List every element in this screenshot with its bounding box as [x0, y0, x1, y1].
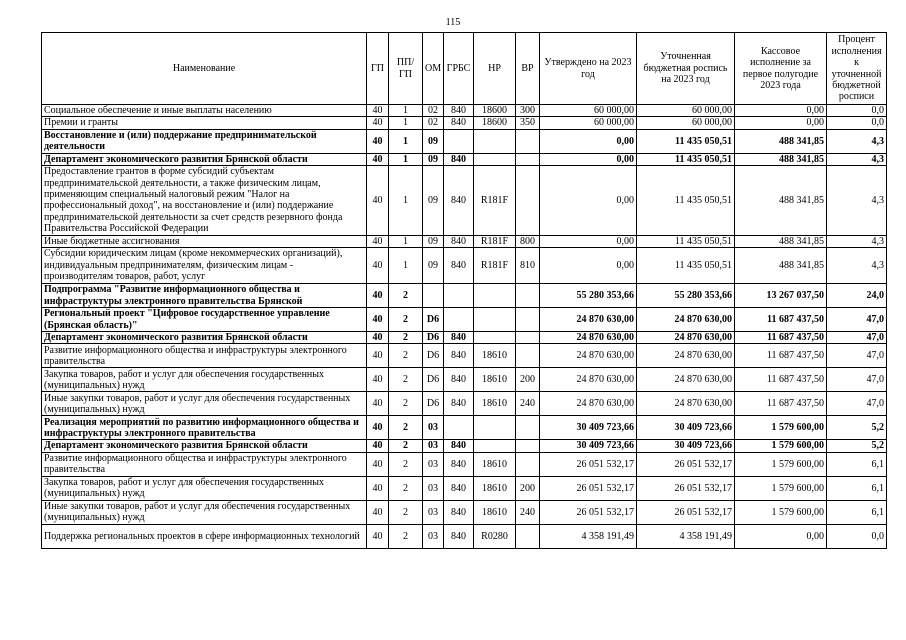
cell-cash-execution: 11 687 437,50: [735, 308, 827, 332]
table-row: [42, 332, 887, 344]
cell-approved: 0,00: [540, 235, 637, 247]
cell-percent: 4,3: [827, 166, 887, 235]
cell-revised: 11 435 050,51: [637, 129, 735, 153]
cell-cash-execution: 488 341,85: [735, 153, 827, 165]
cell-grbs: 840: [444, 392, 474, 416]
table-row: [42, 308, 887, 332]
cell-vr: [516, 416, 540, 440]
cell-cash-execution: 1 579 600,00: [735, 440, 827, 452]
cell-percent: 5,2: [827, 440, 887, 452]
cell-om: 03: [423, 416, 444, 440]
cell-percent: 4,3: [827, 235, 887, 247]
cell-revised: 11 435 050,51: [637, 166, 735, 235]
cell-gp: 40: [367, 235, 389, 247]
page-number: 115: [445, 17, 461, 28]
cell-om: [423, 284, 444, 308]
cell-vr: 800: [516, 235, 540, 247]
cell-name: Развитие информационного общества и инфраструктуры электронного правительства: [42, 452, 367, 476]
cell-percent: 5,2: [827, 416, 887, 440]
cell-cash-execution: 11 687 437,50: [735, 368, 827, 392]
cell-cash-execution: 1 579 600,00: [735, 416, 827, 440]
cell-ppgp: 2: [389, 284, 423, 308]
table-row: [42, 416, 887, 440]
cell-revised: 4 358 191,49: [637, 524, 735, 548]
cell-percent: 47,0: [827, 368, 887, 392]
cell-revised: 30 409 723,66: [637, 440, 735, 452]
cell-name: Департамент экономического развития Брянской области: [42, 440, 367, 452]
cell-gp: 40: [367, 117, 389, 129]
cell-grbs: 840: [444, 476, 474, 500]
cell-percent: 24,0: [827, 284, 887, 308]
cell-grbs: 840: [444, 153, 474, 165]
cell-revised: 55 280 353,66: [637, 284, 735, 308]
cell-vr: [516, 524, 540, 548]
header-om: ОМ: [423, 33, 444, 105]
cell-grbs: 840: [444, 344, 474, 368]
table-row: [42, 166, 887, 235]
cell-cash-execution: 488 341,85: [735, 248, 827, 284]
cell-om: 09: [423, 153, 444, 165]
cell-cash-execution: 0,00: [735, 117, 827, 129]
cell-nr: 18610: [474, 368, 516, 392]
cell-gp: 40: [367, 166, 389, 235]
cell-om: D6: [423, 368, 444, 392]
cell-nr: 18610: [474, 344, 516, 368]
cell-ppgp: 2: [389, 332, 423, 344]
table-row: [42, 284, 887, 308]
cell-nr: 18610: [474, 500, 516, 524]
cell-gp: 40: [367, 153, 389, 165]
cell-approved: 60 000,00: [540, 117, 637, 129]
cell-om: 03: [423, 440, 444, 452]
header-grbs: ГРБС: [444, 33, 474, 105]
cell-vr: [516, 166, 540, 235]
cell-gp: 40: [367, 392, 389, 416]
cell-name: Предоставление грантов в форме субсидий субъектам предпринимательской деятельности, а также физическим лицам, применяющим специальный налоговый режим "Налог на профессиональный доход", на восстановление и (или) поддержание предпринимательской деятельности за счет средств резервного фонда Правительства Российской Федерации: [42, 166, 367, 235]
cell-approved: 24 870 630,00: [540, 344, 637, 368]
cell-gp: 40: [367, 105, 389, 117]
cell-grbs: 840: [444, 500, 474, 524]
cell-cash-execution: 11 687 437,50: [735, 344, 827, 368]
cell-vr: [516, 452, 540, 476]
cell-vr: [516, 308, 540, 332]
cell-name: Социальное обеспечение и иные выплаты населению: [42, 105, 367, 117]
cell-percent: 4,3: [827, 129, 887, 153]
cell-grbs: [444, 308, 474, 332]
cell-om: 09: [423, 235, 444, 247]
cell-vr: 240: [516, 392, 540, 416]
cell-revised: 30 409 723,66: [637, 416, 735, 440]
cell-nr: [474, 440, 516, 452]
cell-percent: 47,0: [827, 392, 887, 416]
cell-om: D6: [423, 332, 444, 344]
cell-revised: 11 435 050,51: [637, 248, 735, 284]
cell-revised: 24 870 630,00: [637, 368, 735, 392]
cell-percent: 6,1: [827, 452, 887, 476]
cell-gp: 40: [367, 129, 389, 153]
cell-vr: 810: [516, 248, 540, 284]
cell-grbs: 840: [444, 166, 474, 235]
cell-cash-execution: 13 267 037,50: [735, 284, 827, 308]
cell-percent: 0,0: [827, 105, 887, 117]
table-body: [42, 105, 887, 549]
cell-grbs: [444, 416, 474, 440]
cell-om: 09: [423, 166, 444, 235]
cell-gp: 40: [367, 524, 389, 548]
cell-grbs: 840: [444, 452, 474, 476]
cell-cash-execution: 488 341,85: [735, 129, 827, 153]
cell-approved: 60 000,00: [540, 105, 637, 117]
cell-gp: 40: [367, 332, 389, 344]
cell-ppgp: 2: [389, 452, 423, 476]
cell-om: 09: [423, 248, 444, 284]
cell-grbs: 840: [444, 524, 474, 548]
cell-nr: 18600: [474, 105, 516, 117]
cell-cash-execution: 11 687 437,50: [735, 392, 827, 416]
cell-vr: [516, 153, 540, 165]
cell-om: D6: [423, 308, 444, 332]
cell-om: 03: [423, 476, 444, 500]
cell-ppgp: 2: [389, 440, 423, 452]
cell-approved: 26 051 532,17: [540, 500, 637, 524]
header-cash-execution: Кассовое исполнение за первое полугодие 2023 года: [735, 33, 827, 105]
cell-name: Поддержка региональных проектов в сфере информационных технологий: [42, 524, 367, 548]
cell-vr: [516, 129, 540, 153]
cell-ppgp: 2: [389, 416, 423, 440]
cell-ppgp: 1: [389, 153, 423, 165]
cell-vr: 240: [516, 500, 540, 524]
cell-revised: 11 435 050,51: [637, 235, 735, 247]
cell-approved: 24 870 630,00: [540, 308, 637, 332]
cell-grbs: [444, 284, 474, 308]
cell-approved: 0,00: [540, 153, 637, 165]
cell-grbs: 840: [444, 105, 474, 117]
cell-gp: 40: [367, 344, 389, 368]
cell-name: Субсидии юридическим лицам (кроме некоммерческих организаций), индивидуальным предпринимателям, физическим лицам - производителям товаров, работ, услуг: [42, 248, 367, 284]
cell-nr: R181F: [474, 235, 516, 247]
cell-grbs: 840: [444, 440, 474, 452]
cell-nr: 18610: [474, 452, 516, 476]
cell-percent: 6,1: [827, 476, 887, 500]
cell-revised: 26 051 532,17: [637, 452, 735, 476]
cell-cash-execution: 488 341,85: [735, 166, 827, 235]
cell-om: D6: [423, 392, 444, 416]
table-row: [42, 344, 887, 368]
table-row: [42, 500, 887, 524]
cell-name: Восстановление и (или) поддержание предпринимательской деятельности: [42, 129, 367, 153]
cell-ppgp: 2: [389, 524, 423, 548]
table-row: [42, 368, 887, 392]
cell-name: Департамент экономического развития Брянской области: [42, 153, 367, 165]
cell-approved: 4 358 191,49: [540, 524, 637, 548]
cell-ppgp: 2: [389, 308, 423, 332]
cell-ppgp: 2: [389, 344, 423, 368]
cell-name: Развитие информационного общества и инфраструктуры электронного правительства: [42, 344, 367, 368]
cell-om: 09: [423, 129, 444, 153]
cell-nr: [474, 308, 516, 332]
table-row: [42, 392, 887, 416]
cell-name: Реализация мероприятий по развитию информационного общества и инфраструктуры электронного правительства: [42, 416, 367, 440]
cell-ppgp: 1: [389, 166, 423, 235]
cell-name: Премии и гранты: [42, 117, 367, 129]
cell-ppgp: 2: [389, 392, 423, 416]
cell-revised: 26 051 532,17: [637, 500, 735, 524]
table-row: [42, 129, 887, 153]
cell-gp: 40: [367, 368, 389, 392]
header-name: Наименование: [42, 33, 367, 105]
cell-percent: 4,3: [827, 248, 887, 284]
cell-om: 03: [423, 524, 444, 548]
cell-om: 03: [423, 500, 444, 524]
cell-approved: 0,00: [540, 129, 637, 153]
cell-gp: 40: [367, 500, 389, 524]
cell-ppgp: 1: [389, 129, 423, 153]
cell-name: Закупка товаров, работ и услуг для обеспечения государственных (муниципальных) нужд: [42, 476, 367, 500]
cell-gp: 40: [367, 284, 389, 308]
cell-nr: [474, 153, 516, 165]
cell-percent: 4,3: [827, 153, 887, 165]
cell-revised: 26 051 532,17: [637, 476, 735, 500]
cell-revised: 24 870 630,00: [637, 344, 735, 368]
cell-ppgp: 2: [389, 368, 423, 392]
table-row: [42, 476, 887, 500]
cell-revised: 24 870 630,00: [637, 332, 735, 344]
cell-approved: 55 280 353,66: [540, 284, 637, 308]
cell-nr: R0280: [474, 524, 516, 548]
cell-gp: 40: [367, 476, 389, 500]
cell-nr: [474, 284, 516, 308]
table-row: [42, 153, 887, 165]
cell-name: Иные закупки товаров, работ и услуг для обеспечения государственных (муниципальных) нужд: [42, 500, 367, 524]
cell-om: 02: [423, 105, 444, 117]
header-nr: НР: [474, 33, 516, 105]
header-approved: Утверждено на 2023 год: [540, 33, 637, 105]
table-row: [42, 440, 887, 452]
cell-grbs: 840: [444, 332, 474, 344]
cell-vr: [516, 332, 540, 344]
cell-revised: 24 870 630,00: [637, 392, 735, 416]
cell-grbs: [444, 129, 474, 153]
cell-vr: [516, 344, 540, 368]
cell-grbs: 840: [444, 248, 474, 284]
cell-approved: 26 051 532,17: [540, 476, 637, 500]
cell-percent: 0,0: [827, 524, 887, 548]
cell-name: Иные бюджетные ассигнования: [42, 235, 367, 247]
table-row: [42, 235, 887, 247]
cell-gp: 40: [367, 452, 389, 476]
cell-gp: 40: [367, 308, 389, 332]
budget-table: [41, 32, 887, 549]
cell-percent: 47,0: [827, 344, 887, 368]
cell-cash-execution: 1 579 600,00: [735, 500, 827, 524]
cell-nr: 18610: [474, 476, 516, 500]
cell-ppgp: 1: [389, 248, 423, 284]
header-revised: Уточненная бюджетная роспись на 2023 год: [637, 33, 735, 105]
cell-cash-execution: 11 687 437,50: [735, 332, 827, 344]
cell-revised: 24 870 630,00: [637, 308, 735, 332]
cell-nr: [474, 416, 516, 440]
cell-cash-execution: 1 579 600,00: [735, 476, 827, 500]
cell-ppgp: 1: [389, 105, 423, 117]
header-row: [42, 33, 887, 105]
cell-ppgp: 2: [389, 500, 423, 524]
cell-percent: 47,0: [827, 308, 887, 332]
cell-percent: 47,0: [827, 332, 887, 344]
cell-name: Закупка товаров, работ и услуг для обеспечения государственных (муниципальных) нужд: [42, 368, 367, 392]
cell-nr: R181F: [474, 248, 516, 284]
cell-gp: 40: [367, 416, 389, 440]
cell-name: Иные закупки товаров, работ и услуг для обеспечения государственных (муниципальных) нужд: [42, 392, 367, 416]
cell-gp: 40: [367, 248, 389, 284]
cell-nr: 18600: [474, 117, 516, 129]
cell-percent: 6,1: [827, 500, 887, 524]
cell-approved: 30 409 723,66: [540, 440, 637, 452]
table-row: [42, 117, 887, 129]
cell-approved: 26 051 532,17: [540, 452, 637, 476]
cell-ppgp: 1: [389, 117, 423, 129]
table-row: [42, 248, 887, 284]
cell-cash-execution: 1 579 600,00: [735, 452, 827, 476]
cell-revised: 60 000,00: [637, 117, 735, 129]
header-ppgp: ПП/ГП: [389, 33, 423, 105]
cell-approved: 30 409 723,66: [540, 416, 637, 440]
cell-revised: 11 435 050,51: [637, 153, 735, 165]
cell-approved: 24 870 630,00: [540, 368, 637, 392]
table-row: [42, 105, 887, 117]
cell-ppgp: 2: [389, 476, 423, 500]
table-row: [42, 452, 887, 476]
cell-nr: [474, 129, 516, 153]
cell-vr: [516, 284, 540, 308]
cell-approved: 24 870 630,00: [540, 392, 637, 416]
header-percent: Процент исполнения к уточненной бюджетной росписи: [827, 33, 887, 105]
cell-grbs: 840: [444, 368, 474, 392]
cell-om: 03: [423, 452, 444, 476]
cell-vr: 300: [516, 105, 540, 117]
cell-percent: 0,0: [827, 117, 887, 129]
cell-name: Подпрограмма "Развитие информационного общества и инфраструктуры электронного правительства Брянской: [42, 284, 367, 308]
cell-vr: [516, 440, 540, 452]
cell-revised: 60 000,00: [637, 105, 735, 117]
header-vr: ВР: [516, 33, 540, 105]
table-row: [42, 524, 887, 548]
cell-name: Региональный проект "Цифровое государственное управление (Брянская область)": [42, 308, 367, 332]
cell-cash-execution: 0,00: [735, 524, 827, 548]
cell-approved: 24 870 630,00: [540, 332, 637, 344]
cell-approved: 0,00: [540, 248, 637, 284]
cell-om: D6: [423, 344, 444, 368]
cell-nr: R181F: [474, 166, 516, 235]
cell-om: 02: [423, 117, 444, 129]
cell-nr: 18610: [474, 392, 516, 416]
cell-ppgp: 1: [389, 235, 423, 247]
cell-vr: 350: [516, 117, 540, 129]
cell-approved: 0,00: [540, 166, 637, 235]
cell-nr: [474, 332, 516, 344]
cell-grbs: 840: [444, 117, 474, 129]
header-gp: ГП: [367, 33, 389, 105]
cell-cash-execution: 488 341,85: [735, 235, 827, 247]
cell-vr: 200: [516, 476, 540, 500]
cell-name: Департамент экономического развития Брянской области: [42, 332, 367, 344]
cell-cash-execution: 0,00: [735, 105, 827, 117]
cell-grbs: 840: [444, 235, 474, 247]
cell-vr: 200: [516, 368, 540, 392]
cell-gp: 40: [367, 440, 389, 452]
